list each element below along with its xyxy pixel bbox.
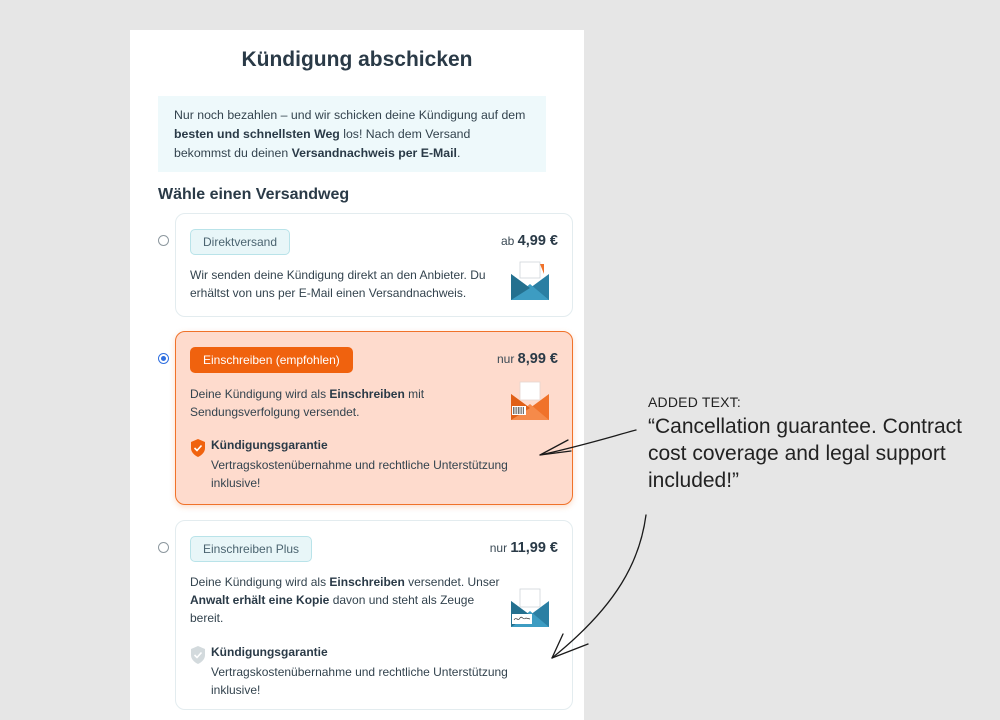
- info-text-1: Nur noch bezahlen – und wir schicken deine Kündigung auf dem: [174, 108, 526, 122]
- option-card-einschreiben-plus[interactable]: [175, 520, 573, 710]
- option-price: [490, 540, 558, 556]
- option-badge: Direktversand: [190, 229, 290, 255]
- info-bold-2: Versandnachweis per E-Mail: [291, 146, 457, 160]
- guarantee-title: Kündigungsgarantie: [211, 645, 328, 659]
- option-badge: Einschreiben (empfohlen): [190, 347, 353, 373]
- annotation-heading: ADDED TEXT:: [648, 394, 741, 410]
- desc-text: davon und steht als Zeuge bereit.: [190, 593, 475, 625]
- desc-text: Deine Kündigung wird als: [190, 575, 330, 589]
- option-description: [190, 385, 510, 421]
- price-value: 8,99 €: [517, 351, 558, 367]
- registered-envelope-icon: [508, 380, 552, 420]
- shield-check-icon: [190, 439, 206, 457]
- info-text-2: los! Nach dem Versand bekommst du deinen: [174, 127, 471, 160]
- option-card-einschreiben[interactable]: [175, 331, 573, 505]
- section-heading: Wähle einen Versandweg: [158, 186, 350, 203]
- price-prefix: nur: [496, 352, 515, 366]
- desc-text: versendet. Unser: [404, 575, 500, 589]
- desc-text: Deine Kündigung wird als: [190, 387, 330, 401]
- info-text-3: .: [456, 146, 461, 160]
- option-badge: Einschreiben Plus: [190, 536, 312, 562]
- price-prefix: ab: [500, 234, 515, 248]
- option-price: [501, 233, 558, 249]
- radio-einschreiben[interactable]: [158, 353, 169, 364]
- guarantee-text: Vertragskostenübernahme und rechtliche Unterstützung inklusive!: [211, 665, 508, 697]
- option-card-direktversand[interactable]: [175, 213, 573, 317]
- annotation-text: “Cancellation guarantee. Contract cost coverage and legal support included!”: [648, 415, 963, 492]
- guarantee-title: Kündigungsgarantie: [211, 438, 328, 452]
- info-box: [158, 96, 546, 172]
- option-description: Wir senden deine Kündigung direkt an den Anbieter. Du erhältst von uns per E-Mail einen Versandnachweis.: [190, 268, 486, 300]
- option-price: [497, 351, 558, 367]
- price-value: 11,99 €: [510, 540, 558, 556]
- desc-text: mit Sendungsverfolgung versendet.: [190, 387, 425, 419]
- guarantee-text: Vertragskostenübernahme und rechtliche Unterstützung inklusive!: [211, 458, 508, 490]
- price-value: 4,99 €: [517, 233, 558, 249]
- page-title: Kündigung abschicken: [241, 48, 473, 71]
- shield-check-icon: [190, 646, 206, 664]
- signed-envelope-icon: [508, 587, 552, 627]
- radio-direktversand[interactable]: [158, 235, 169, 246]
- price-prefix: nur: [489, 541, 508, 555]
- checkout-panel: [130, 30, 584, 720]
- radio-einschreiben-plus[interactable]: [158, 542, 169, 553]
- desc-bold: Anwalt erhält eine Kopie: [190, 593, 330, 607]
- desc-bold: Einschreiben: [329, 575, 405, 589]
- option-description: [190, 573, 510, 627]
- desc-bold: Einschreiben: [329, 387, 405, 401]
- info-bold-1: besten und schnellsten Weg: [174, 127, 340, 141]
- envelope-icon: [508, 260, 552, 300]
